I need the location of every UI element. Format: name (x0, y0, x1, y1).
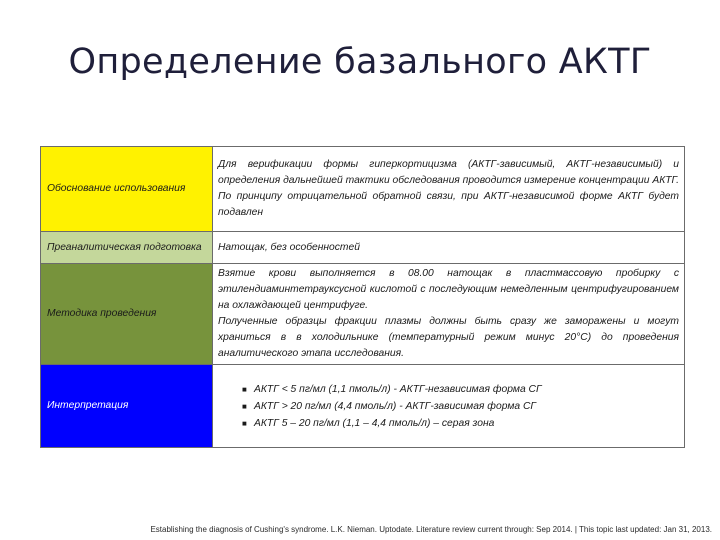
row-label-method: Методика проведения (41, 264, 213, 365)
square-bullet-icon: ■ (242, 384, 247, 394)
row-content-preanalytic: Натощак, без особенностей (213, 232, 685, 264)
list-item (242, 415, 679, 432)
row-content-method (213, 264, 685, 365)
row-label-rationale: Обоснование использования (41, 147, 213, 232)
square-bullet-icon: ■ (242, 418, 247, 428)
interpretation-list (218, 381, 679, 432)
square-bullet-icon: ■ (242, 401, 247, 411)
table-row (41, 264, 685, 365)
list-item (242, 381, 679, 398)
source-footnote: Establishing the diagnosis of Cushing's syndrome. L.K. Nieman. Uptodate. Literature review current through: Sep 2014. | This topic last updated: Jan 31, 2013. (150, 525, 712, 534)
method-paragraph-2: Полученные образцы фракции плазмы должны быть сразу же заморажены и могут храниться в в холодильнике (температурный режим минус 20°С) до проведения аналитического этапа исследования. (218, 316, 679, 359)
interpretation-item: АКТГ < 5 пг/мл (1,1 пмоль/л) - АКТГ-независимая форма СГ (254, 383, 542, 395)
table-row (41, 232, 685, 264)
slide-title: Определение базального АКТГ (68, 42, 652, 82)
method-paragraph-1: Взятие крови выполняется в 08.00 натощак в пластмассовую пробирку с этилендиаминтетрауксусной кислотой с последующим немедленным центрифугированием на охлаждающей центрифуге. (218, 268, 679, 311)
row-label-preanalytic: Преаналитическая подготовка (41, 232, 213, 264)
row-label-interpretation: Интерпретация (41, 365, 213, 448)
table-row (41, 147, 685, 232)
interpretation-item: АКТГ > 20 пг/мл (4,4 пмоль/л) - АКТГ-зависимая форма СГ (254, 400, 537, 412)
info-table (40, 146, 685, 448)
row-content-rationale: Для верификации формы гиперкортицизма (АКТГ-зависимый, АКТГ-независимый) и определения дальнейшей тактики обследования проводится измерение концентрации АКТГ. По принципу отрицательной обратной связи, при АКТГ-независимой форме АКТГ будет подавлен (213, 147, 685, 232)
list-item (242, 398, 679, 415)
row-content-interpretation (213, 365, 685, 448)
table-row (41, 365, 685, 448)
interpretation-item: АКТГ 5 – 20 пг/мл (1,1 – 4,4 пмоль/л) – серая зона (254, 417, 495, 429)
